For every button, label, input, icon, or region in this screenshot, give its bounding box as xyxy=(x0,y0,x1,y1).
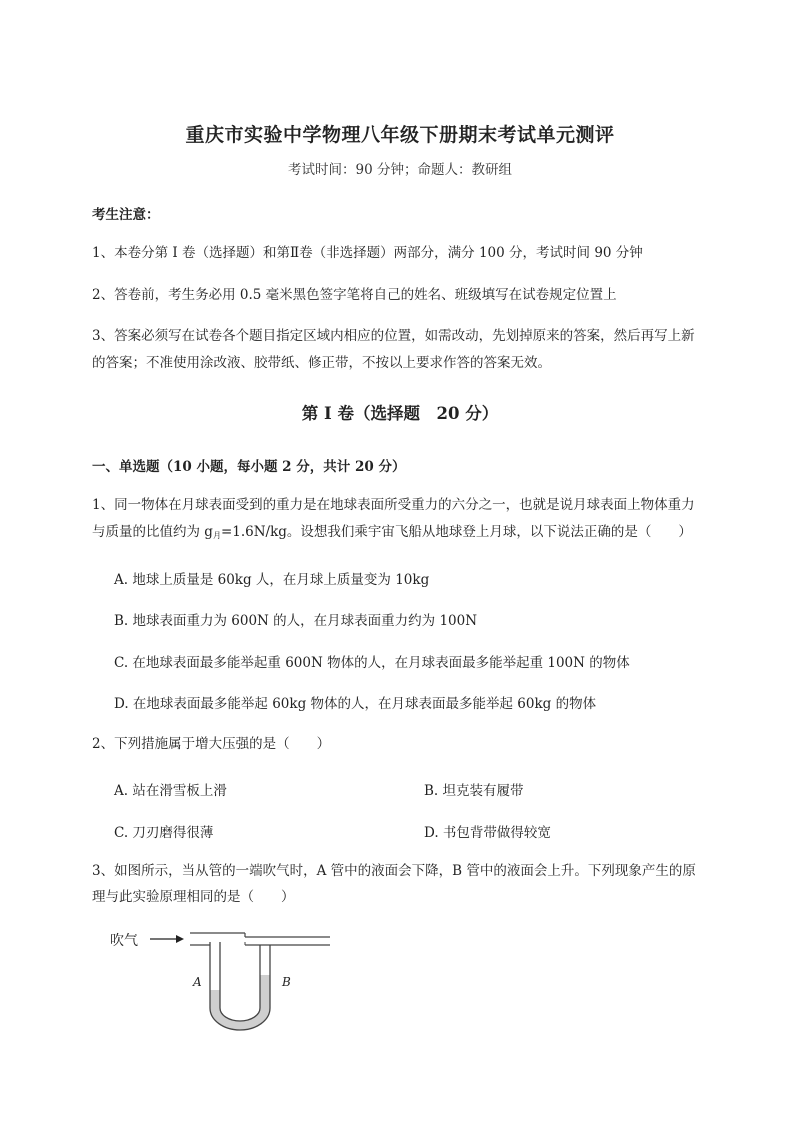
u-tube-inner xyxy=(220,942,260,1021)
label-a: A xyxy=(193,975,202,989)
notice-heading: 考生注意： xyxy=(92,207,160,223)
q1-option-a: A. 地球上质量是 60kg 人，在月球上质量变为 10kg xyxy=(114,572,430,588)
liquid xyxy=(210,975,270,1030)
notice-item-3-line1: 3、答案必须写在试卷各个题目指定区域内相应的位置，如需改动，先划掉原来的答案，然后再写上新 xyxy=(92,328,695,344)
q1-option-d: D. 在地球表面最多能举起 60kg 物体的人，在月球表面最多能举起 60kg 的物体 xyxy=(114,696,597,712)
exam-info: 考试时间：90 分钟；命题人：教研组 xyxy=(288,162,512,178)
q2-option-d: D. 书包背带做得较宽 xyxy=(424,825,551,841)
q1-option-c: C. 在地球表面最多能举起重 600N 物体的人，在月球表面最多能举起重 100N 的物体 xyxy=(114,655,630,671)
q2-option-c: C. 刀刃磨得很薄 xyxy=(114,825,214,841)
notice-item-3-line2: 的答案；不准使用涂改液、胶带纸、修正带，不按以上要求作答的答案无效。 xyxy=(92,355,551,371)
blow-label: 吹气 xyxy=(110,933,138,949)
q2-option-b: B. 坦克装有履带 xyxy=(424,783,524,799)
q1-stem-line1: 1、同一物体在月球表面受到的重力是在地球表面所受重力的六分之一，也就是说月球表面上物体重力 xyxy=(92,497,695,513)
q2-option-a: A. 站在滑雪板上滑 xyxy=(114,783,227,799)
q1-subscript: 月 xyxy=(212,531,221,540)
part-heading: 一、单选题（10 小题，每小题 2 分，共计 20 分） xyxy=(92,459,406,475)
q1-option-b: B. 地球表面重力为 600N 的人，在月球表面重力约为 100N xyxy=(114,613,478,629)
section-title: 第 I 卷（选择题 20 分） xyxy=(301,404,499,423)
arrow-head-icon xyxy=(176,935,184,943)
page-title: 重庆市实验中学物理八年级下册期末考试单元测评 xyxy=(185,124,615,146)
notice-item-1: 1、本卷分第 I 卷（选择题）和第Ⅱ卷（非选择题）两部分，满分 100 分，考试时间 90 分钟 xyxy=(92,245,643,261)
q1-stem-pre: 与质量的比值约为 g xyxy=(92,524,213,540)
label-b: B xyxy=(282,975,291,989)
q1-stem-post: =1.6N/kg。设想我们乘宇宙飞船从地球登上月球，以下说法正确的是（ ） xyxy=(220,524,692,540)
q1-stem-line2 xyxy=(92,519,712,549)
q3-stem-line2: 理与此实验原理相同的是（ ） xyxy=(92,889,295,905)
notice-item-2: 2、答卷前，考生务必用 0.5 毫米黑色签字笔将自己的姓名、班级填写在试卷规定位置上 xyxy=(92,287,617,303)
q3-stem-line1: 3、如图所示，当从管的一端吹气时，A 管中的液面会下降，B 管中的液面会上升。下列现象产生的原 xyxy=(92,863,696,879)
q2-stem: 2、下列措施属于增大压强的是（ ） xyxy=(92,736,331,752)
u-tube-figure xyxy=(110,920,340,1035)
